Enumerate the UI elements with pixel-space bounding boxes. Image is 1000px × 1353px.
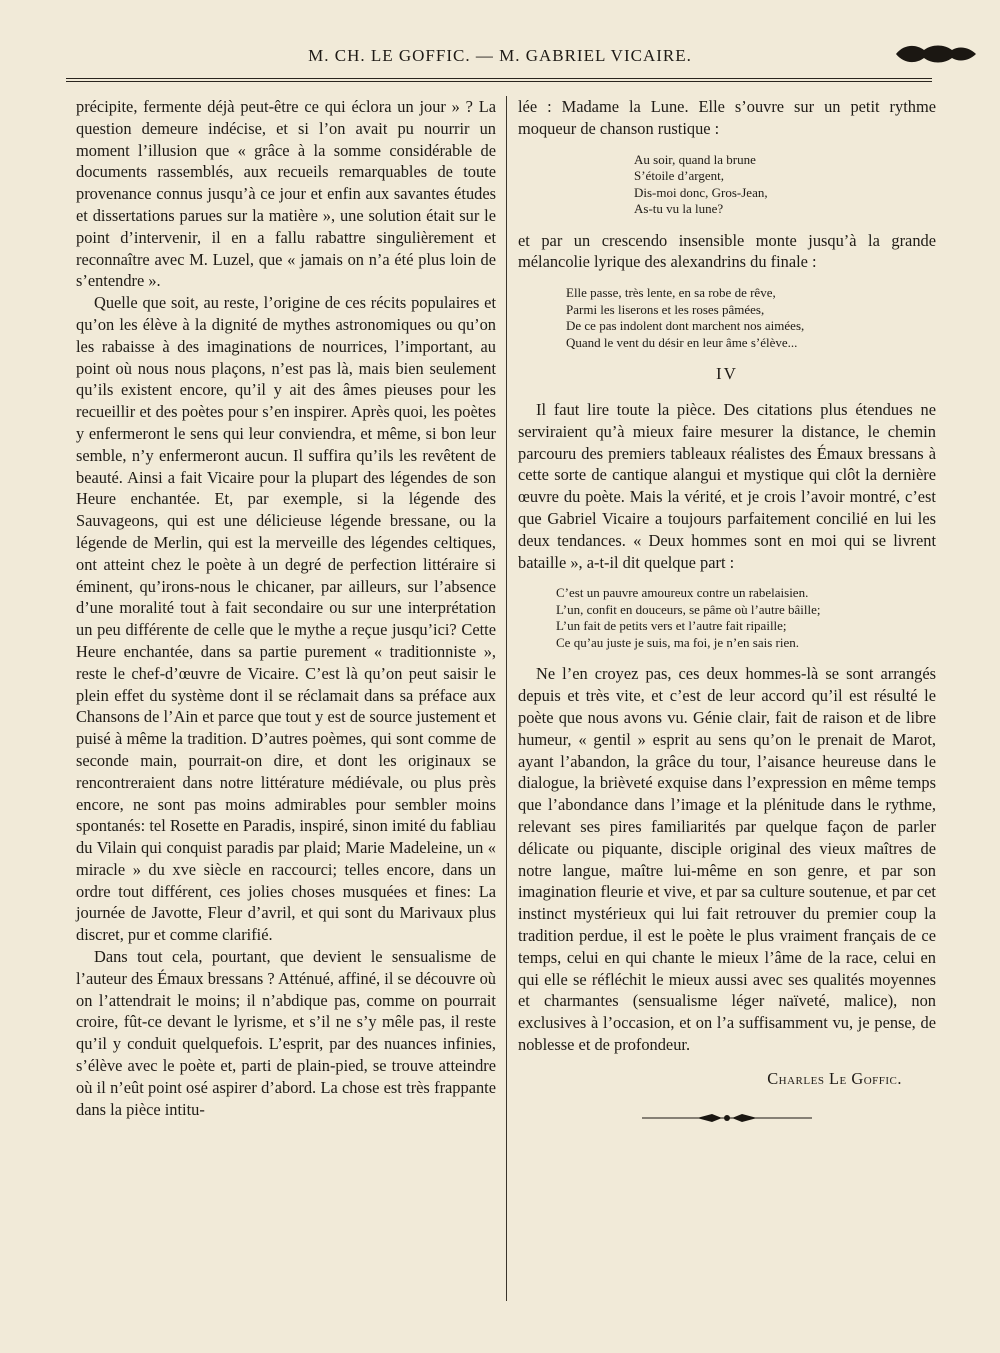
right-column bbox=[518, 96, 936, 1124]
paragraph: Ne l’en croyez pas, ces deux hommes-là se sont arrangés depuis et très vite, et c’est de leur accord qu’il est résulté le poète que nous avons vu. Génie clair, fait de raison et de libre humeur, « gentil » esprit au sens qu’on le prenait de Marot, ayant l’abandon, la grâce du tour, l’aisance heureuse dans le dialogue, la brièveté exquise dans l’expression en même temps que l’abondance dans l’image et la plénitude dans le rythme, relevant ses pires familiarités par quelque façon de parler délicate ou piquante, disciple original des vieux maîtres de notre langue, maître lui-même en son genre, et par son imagination fleurie et vive, et par sa culture soutenue, et par cet instinct mystérieux qui lui fait retrouver du premier coup la tradition perdue, il est le poète le plus vraiment français de ce temps, celui en qui chante le mieux l’âme de la race, celui en qui elle se réfléchit le mieux aussi avec ses qualités moyennes et charmantes (sensualisme léger naïveté, malice), non exclusives à l’occasion, et on l’a suffisamment vu, je pense, de noblesse et de profondeur. bbox=[518, 664, 936, 1054]
verse-line: C’est un pauvre amoureux contre un rabelaisien. bbox=[556, 585, 809, 601]
verse-line: Au soir, quand la brune bbox=[634, 151, 756, 167]
paragraph: Quelle que soit, au reste, l’origine de ces récits populaires et qu’on les élève à la dignité de mythes astronomiques ou qu’on les rabaisse à des imaginations de nourrices, l’important, au point où nous nous plaçons, n’est pas là, mais bien seulement qu’ils existent encore, qu’il y ait des âmes pieuses pour les recueillir et des poètes pour s’en inspirer. Après quoi, les poètes y enfermeront le sens qui leur conviendra, et même, si bon leur semble, n’y enfermeront aucun. Il suffira qu’ils les revêtent de beauté. Ainsi a fait Vicaire pour la plupart des légendes de son Heure enchantée. Et, par exemple, si la légende des Sauvageons, qui est une délicieuse légende bressane, ou la légende de Merlin, qui est la merveille des légendes celtiques, ont atteint chez le poète à un degré de perfection littéraire si éminent, qu’irons-nous le chicaner, par ailleurs, sur l’absence d’une moralité tout à fait secondaire ou sur une interprétation un peu différente de celle que le mythe a reçue jusqu’ici? Cette Heure enchantée, dans sa partie purement « traditionniste », reste le chef-d’œuvre de Vicaire. C’est là qu’on peut saisir le plein effet du système dont il se réclamait dans sa préface aux Chansons de l’Ain et parce que tout y est de source justement et puisé à même la tradition. D’autres poèmes, qui sont comme de seconde main, pourrait-on dire, et dont les originaux se rencontreraient dans notre littérature médiévale, ou plus près encore, ne sont pas moins admirables pour sembler moins spontanés: tel Rosette en Paradis, inspiré, sinon imité du fabliau du Vilain qui conquist paradis par plaid; Marie Madeleine, un « miracle » du xve siècle en raccourci; telles encore, dans un ordre tout différent, ces jolies choses musquées et fines: La journée de Javotte, Fleur d’avril, et qui sont du Marivaux plus discret, pur et comme clarifié. bbox=[76, 293, 496, 945]
verse-line: Elle passe, très lente, en sa robe de rêve, bbox=[566, 285, 776, 301]
header-rule bbox=[66, 78, 932, 82]
end-ornament-icon bbox=[642, 1112, 812, 1124]
verse-block bbox=[518, 585, 936, 651]
verse-line: L’un, confit en douceurs, se pâme où l’autre bâille; bbox=[556, 601, 821, 617]
verse-line: Ce qu’au juste je suis, ma foi, je n’en sais rien. bbox=[556, 634, 799, 650]
verse-line: As-tu vu la lune? bbox=[634, 201, 724, 217]
verse-line: S’étoile d’argent, bbox=[634, 168, 725, 184]
verse-line: L’un fait de petits vers et l’autre fait ripaille; bbox=[556, 618, 787, 634]
section-number: IV bbox=[716, 364, 738, 384]
running-title: M. CH. LE GOFFIC. — M. GABRIEL VICAIRE. bbox=[308, 46, 692, 65]
page-header bbox=[0, 38, 1000, 78]
verse-line: Parmi les liserons et les roses pâmées, bbox=[566, 301, 765, 317]
column-divider bbox=[506, 96, 507, 1301]
verse-line: Dis-moi donc, Gros-Jean, bbox=[634, 184, 768, 200]
paragraph: lée : Madame la Lune. Elle s’ouvre sur un petit rythme moqueur de chanson rustique : bbox=[518, 97, 936, 138]
paragraph: Dans tout cela, pourtant, que devient le sensualisme de l’auteur des Émaux bressans ? Atténué, affiné, il se découvre où on l’attendrait le moins; il n’abdique pas, comme on pourrait croire, fût-ce devant le lyrisme, et s’il ne s’y mêle pas, il reste qu’il y conduit quelquefois. L’esprit, par des nuances infinies, s’élève avec le poète et, parti de plain-pied, se trouve atteindre où il n’eût point osé aspirer d’abord. La chose est très frappante dans la pièce intitu- bbox=[76, 947, 496, 1119]
paragraph: Il faut lire toute la pièce. Des citations plus étendues ne serviraient qu’à mieux faire mesurer la distance, le chemin parcouru des premiers tableaux réalistes des Émaux bressans à cette sorte de cantique alangui et mystique qui clôt la dernière œuvre du poète. Mais la vérité, et je crois l’avoir montré, c’est que Gabriel Vicaire a toujours parfaitement concilié en lui les deux tendances. « Deux hommes sont en moi qui se livrent bataille », a-t-il dit quelque part : bbox=[518, 399, 936, 572]
verse-block bbox=[518, 285, 936, 351]
verse-block bbox=[518, 152, 936, 218]
paragraph: précipite, fermente déjà peut-être ce qui éclora un jour » ? La question demeure indécise, et si l’on avait pu nourrir un moment l’illusion que « grâce à la somme considérable de documents rassemblés, aux recueils remarquables de toute provenance connus jusqu’à ce jour et enfin aux savantes études et dissertations parues sur la matière », une solution était sur le point d’intervenir, il en a fallu rabattre singulièrement et reconnaître avec M. Luzel, que « jamais on n’a été plus loin de s’entendre ». bbox=[76, 97, 496, 291]
verse-line: Quand le vent du désir en leur âme s’élève... bbox=[566, 334, 798, 350]
paragraph: et par un crescendo insensible monte jusqu’à la grande mélancolie lyrique des alexandrins du finale : bbox=[518, 230, 936, 272]
verse-line: De ce pas indolent dont marchent nos aimées, bbox=[566, 318, 805, 334]
signature: Charles Le Goffic. bbox=[767, 1068, 902, 1088]
ornament-icon bbox=[894, 42, 978, 66]
left-column bbox=[76, 96, 496, 1120]
